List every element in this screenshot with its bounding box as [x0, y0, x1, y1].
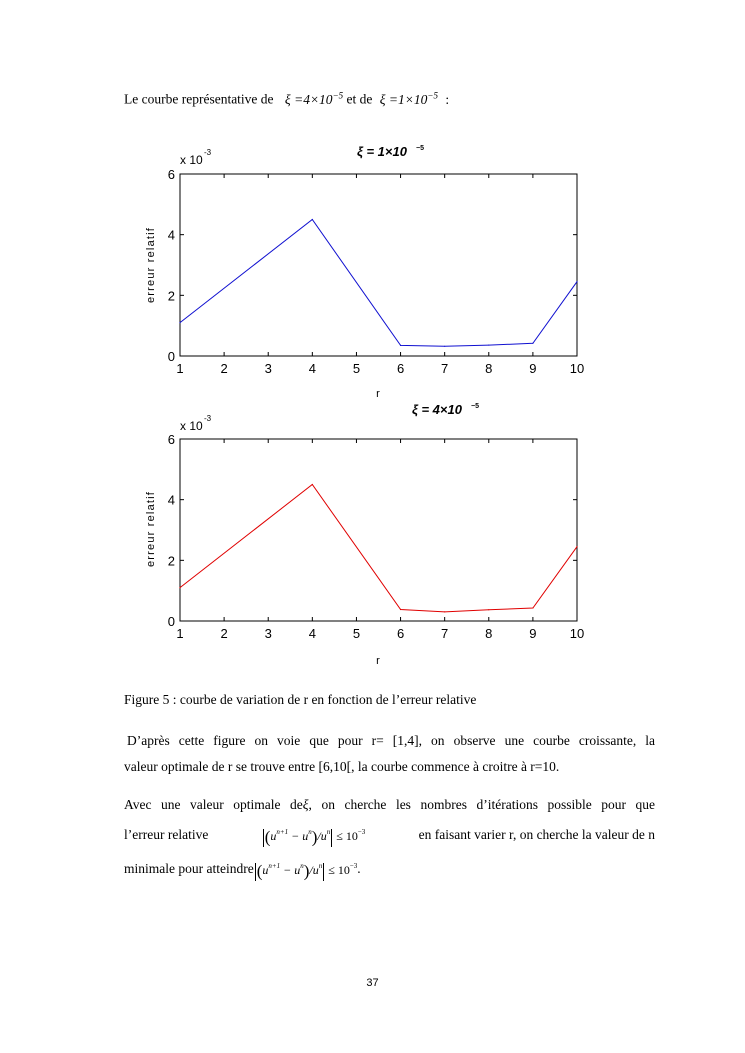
data-point: [576, 546, 577, 547]
x-tick-label: 9: [529, 626, 537, 641]
chart-xi-1e-5: [140, 140, 600, 402]
xi-symbol: ξ: [302, 797, 309, 812]
xi-value-a: $\xi =4\times 10^{-5}$: [284, 90, 344, 107]
chart-title-exp: −5: [471, 403, 479, 410]
x-tick-label: 5: [352, 361, 361, 376]
x-tick-label: 10: [569, 626, 585, 641]
xi-value-b: $\xi =1\times 10^{-5}$: [379, 90, 438, 107]
x-tick-label: 4: [308, 361, 316, 376]
intro-mid: et de: [346, 91, 373, 107]
x-tick-label: 2: [220, 361, 228, 376]
paragraph-2-text-f: .: [357, 861, 361, 876]
x-axis-label: r: [376, 655, 380, 667]
x-tick-label: 4: [308, 626, 316, 641]
x-tick-label: 10: [569, 361, 585, 376]
y-tick-label: 0: [167, 349, 175, 364]
chart-title-exp: −5: [416, 145, 424, 152]
plot-frame: [180, 439, 577, 621]
y-tick-label: 4: [167, 227, 175, 243]
intro-line: [124, 90, 449, 108]
data-point: [444, 346, 445, 347]
x-tick-label: 6: [396, 626, 405, 641]
y-tick-label: 0: [167, 614, 175, 629]
paragraph-1: [124, 728, 655, 780]
figure-caption: Figure 5 : courbe de variation de r en fonction de l’erreur relative: [124, 692, 477, 707]
scale-label-exp: -3: [204, 148, 212, 157]
x-tick-label: 1: [176, 361, 184, 376]
chart-title-text: ξ = 4×10: [412, 402, 462, 417]
scale-label-text: x 10: [180, 153, 203, 167]
x-tick-label: 9: [529, 361, 537, 376]
data-point: [312, 219, 313, 220]
paragraph-2: [124, 792, 655, 886]
plot-frame: [180, 174, 577, 356]
data-point: [488, 609, 489, 610]
paragraph-2-text-a: Avec une valeur optimale de: [124, 797, 303, 812]
data-point: [532, 343, 533, 344]
data-point: [179, 322, 180, 323]
x-tick-label: 6: [396, 361, 405, 376]
data-point: [179, 587, 180, 588]
page-number: 37: [366, 977, 379, 989]
x-tick-label: 5: [352, 626, 361, 641]
x-axis-label: r: [376, 388, 380, 400]
scale-label: [180, 414, 212, 433]
data-point: [312, 484, 313, 485]
x-tick-label: 3: [264, 626, 272, 641]
chart-title: [412, 402, 479, 417]
paragraph-1-line-1: D’après cette figure on voie que pour r= [1,4], on observe une courbe croissante, la: [127, 733, 655, 748]
paragraph-2-line-1: [124, 792, 655, 818]
x-tick-label: 8: [485, 361, 493, 376]
x-tick-label: 8: [485, 626, 493, 641]
paragraph-2-line-3: [124, 852, 655, 886]
paragraph-2-text-e: minimale pour atteindre: [124, 861, 254, 876]
paragraph-2-text-d: en faisant varier r, on cherche la valeur de n: [418, 827, 655, 842]
data-point: [532, 607, 533, 608]
scale-label-text: x 10: [180, 419, 203, 433]
paragraph-2-text-b: , on cherche les nombres d’itérations possible pour que: [308, 797, 655, 812]
data-point: [400, 345, 401, 346]
data-point: [444, 611, 445, 612]
y-axis-label: erreur relatif: [145, 226, 157, 304]
data-point: [576, 281, 577, 282]
paragraph-1-line-2: valeur optimale de r se trouve entre [6,10[, la courbe commence à croitre à r=10.: [124, 759, 560, 774]
chart-title: [357, 144, 424, 159]
data-point: [488, 344, 489, 345]
y-tick-label: 2: [167, 553, 175, 569]
y-tick-label: 6: [167, 432, 175, 447]
x-tick-label: 1: [176, 626, 184, 641]
scale-label: [180, 148, 212, 167]
x-tick-label: 2: [220, 626, 228, 641]
x-tick-label: 7: [441, 626, 449, 641]
x-tick-label: 7: [441, 361, 449, 376]
y-tick-label: 4: [167, 492, 175, 508]
y-tick-label: 2: [167, 288, 175, 304]
relative-error-formula: $(u^{n+1} - u^n)/u^n \le 10^{-3}$: [264, 827, 366, 847]
chart-title-text: ξ = 1×10: [357, 144, 407, 159]
scale-label-exp: -3: [204, 414, 212, 423]
y-axis-label: erreur relatif: [145, 490, 157, 568]
paragraph-2-line-2: [124, 818, 655, 852]
data-point: [400, 609, 401, 610]
intro-suffix: :: [445, 91, 450, 107]
y-tick-label: 6: [167, 167, 175, 182]
relative-error-formula-2: $(u^{n+1} - u^n)/u^n \le 10^{-3}$: [256, 861, 358, 881]
x-tick-label: 3: [264, 361, 272, 376]
paragraph-2-text-c: l’erreur relative: [124, 827, 209, 842]
intro-prefix: Le courbe représentative de: [124, 91, 274, 107]
chart-xi-4e-5: [140, 398, 600, 668]
